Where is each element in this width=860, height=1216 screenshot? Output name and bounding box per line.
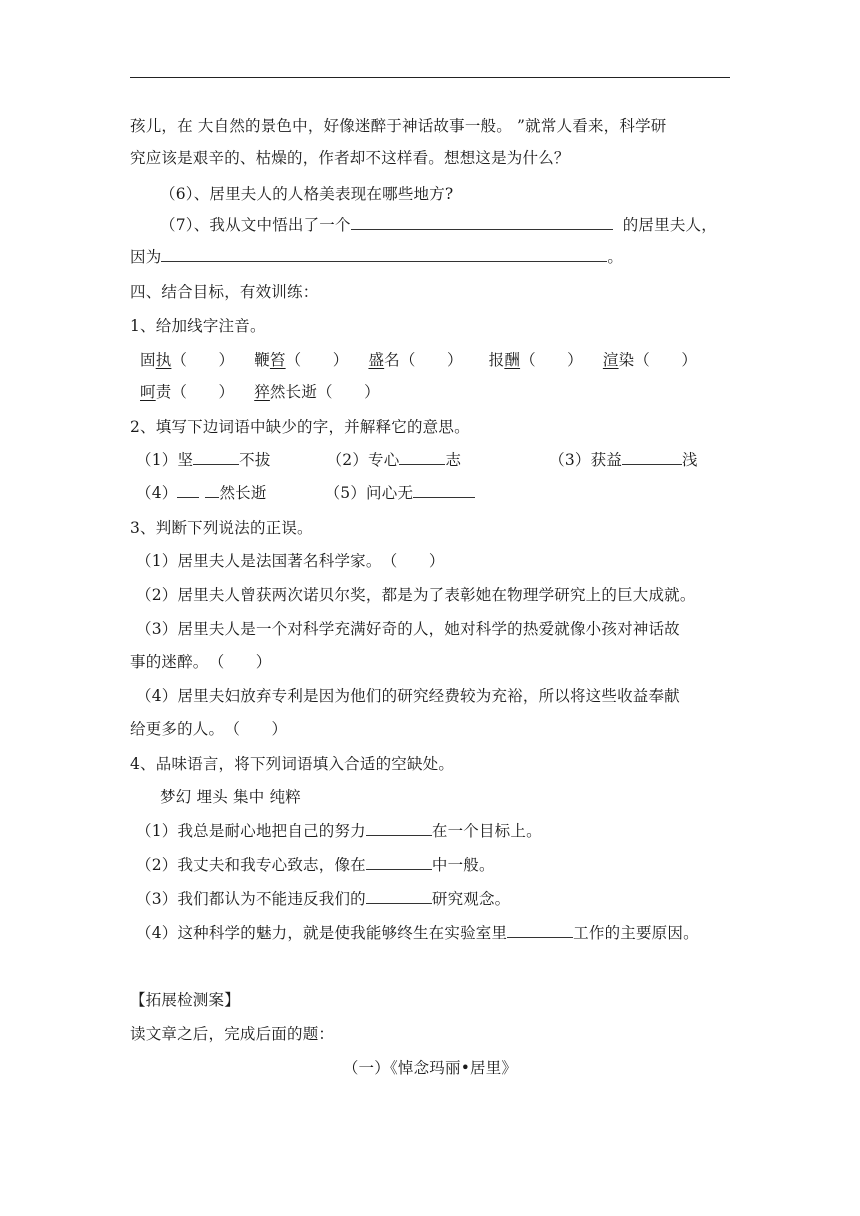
fill-row-2: （4） 然长逝 （5）问心无 [136, 483, 736, 503]
fill-blank[interactable] [177, 483, 199, 498]
pinyin-item: 固执（ ） [140, 351, 235, 369]
sentence-3: （3）我们都认为不能违反我们的 研究观念。 [136, 890, 511, 908]
question-7-prefix: （7）、我从文中悟出了一个 [160, 216, 351, 234]
fill-blank[interactable] [205, 483, 219, 498]
question-6: （6）、居里夫人的人格美表现在哪些地方? [160, 185, 454, 203]
pinyin-item: 猝然长逝（ ） [254, 383, 380, 401]
task-1-heading: 1、给加线字注音。 [130, 317, 266, 335]
section-4-heading: 四、结合目标，有效训练： [130, 283, 319, 301]
task-2-heading: 2、填写下边词语中缺少的字，并解释它的意思。 [130, 418, 470, 436]
fill-blank[interactable] [507, 923, 573, 938]
pinyin-item: 盛名（ ） [368, 351, 463, 369]
fill-blank[interactable] [366, 855, 432, 870]
header-rule [130, 77, 730, 78]
question-7-suffix: 的居里夫人， [622, 216, 717, 234]
fill-blank[interactable] [413, 483, 475, 498]
fill-blank[interactable] [366, 821, 432, 836]
question-continuation-line1: 孩儿，在 大自然的景色中，好像迷醉于神话故事一般。 ”就常人看来，科学研 [130, 117, 667, 135]
fill-row-1: （1）坚 不拔 （2）专心 志 （3）获益 浅 [136, 451, 698, 469]
task-4-heading: 4、品味语言，将下列词语填入合适的空缺处。 [130, 755, 455, 773]
pinyin-row-2 [140, 382, 740, 402]
pinyin-item: 呵责（ ） [140, 383, 235, 401]
judge-item-4-line2: 给更多的人。 （ ） [130, 720, 288, 738]
extension-heading: 【拓展检测案】 [130, 991, 240, 1009]
extension-instruction: 读文章之后，完成后面的题： [130, 1025, 335, 1043]
fill-blank[interactable] [399, 450, 445, 465]
pinyin-row-1 [140, 350, 740, 370]
judge-item-4-line1: （4）居里夫妇放弃专利是因为他们的研究经费较为充裕，所以将这些收益奉献 [136, 687, 680, 705]
answer-blank[interactable] [351, 215, 613, 230]
judge-item-2: （2）居里夫人曾获两次诺贝尔奖，都是为了表彰她在物理学研究上的巨大成就。 [136, 586, 696, 604]
article-title: （一）《悼念玛丽•居里》 [342, 1059, 518, 1077]
pinyin-item: 渲染（ ） [602, 351, 698, 369]
pinyin-item: 报酬（ ） [488, 351, 583, 369]
question-7-line1 [160, 215, 760, 235]
sentence-1: （1）我总是耐心地把自己的努力 在一个目标上。 [136, 822, 542, 840]
fill-blank[interactable] [366, 889, 432, 904]
answer-blank[interactable] [161, 247, 607, 262]
sentence-2: （2）我丈夫和我专心致志，像在 中一般。 [136, 856, 495, 874]
fill-blank[interactable] [193, 450, 239, 465]
task-3-heading: 3、判断下列说法的正误。 [130, 519, 313, 537]
pinyin-item: 鞭笞（ ） [254, 351, 349, 369]
judge-item-1: （1）居里夫人是法国著名科学家。 （ ） [136, 552, 445, 570]
question-continuation-line2: 究应该是艰辛的、枯燥的，作者却不这样看。想想这是为什么？ [130, 149, 570, 167]
fill-blank[interactable] [622, 450, 682, 465]
sentence-4: （4）这种科学的魅力，就是使我能够终生在实验室里 工作的主要原因。 [136, 924, 699, 942]
judge-item-3-line1: （3）居里夫人是一个对科学充满好奇的人，她对科学的热爱就像小孩对神话故 [136, 620, 680, 638]
judge-item-3-line2: 事的迷醉。 （ ） [130, 653, 272, 671]
question-7-line2: 因为 。 [130, 248, 624, 266]
word-bank: 梦幻 埋头 集中 纯粹 [160, 788, 301, 806]
